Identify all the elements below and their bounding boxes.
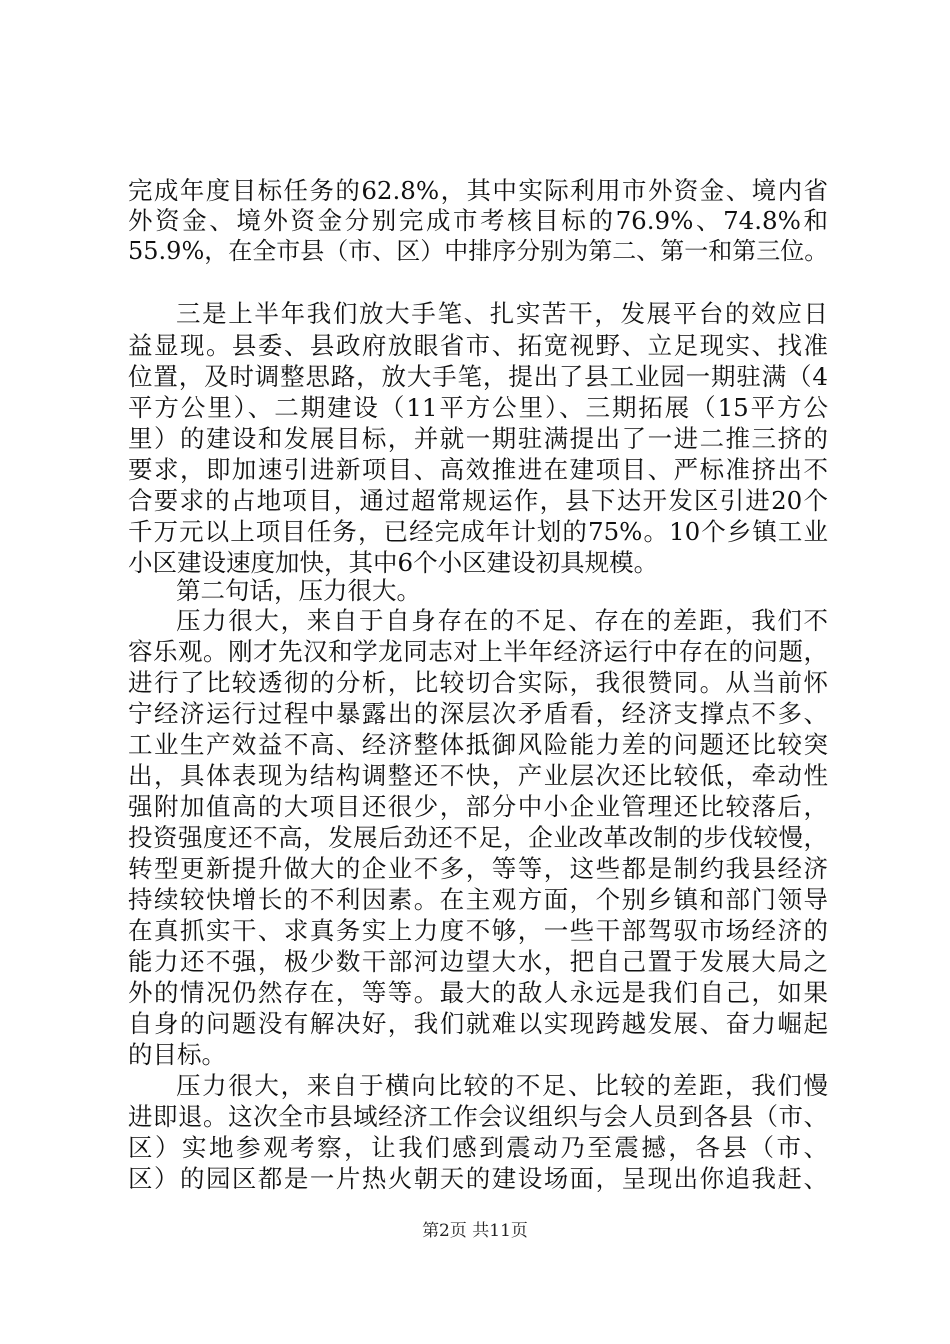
paragraph-line: 区）的园区都是一片热火朝天的建设场面，呈现出你追我赶、 [128,1164,828,1193]
paragraph-line: 合要求的占地项目，通过超常规运作，县下达开发区引进20个 [128,486,828,515]
paragraph-line: 小区建设速度加快，其中6个小区建设初具规模。 [128,548,659,577]
paragraph-line: 自身的问题没有解决好，我们就难以实现跨越发展、奋力崛起 [128,1009,828,1038]
section-heading: 第二句话，压力很大。 [176,576,421,605]
paragraph-line: 55.9%，在全市县（市、区）中排序分别为第二、第一和第三位。 [128,237,829,265]
paragraph-line: 能力还不强，极少数干部河边望大水，把自己置于发展大局之 [128,947,828,976]
paragraph-line: 工业生产效益不高、经济整体抵御风险能力差的问题还比较突 [128,730,828,759]
paragraph-line: 投资强度还不高，发展后劲还不足，企业改革改制的步伐较慢， [128,823,828,852]
paragraph-line: 强附加值高的大项目还很少，部分中小企业管理还比较落后， [128,792,828,821]
paragraph-line: 里）的建设和发展目标，并就一期驻满提出了一进二推三挤的 [128,424,828,453]
paragraph-line: 位置，及时调整思路，放大手笔，提出了县工业园一期驻满（4 [128,362,828,391]
paragraph-line: 压力很大，来自于横向比较的不足、比较的差距，我们慢 [176,1071,828,1100]
paragraph-line: 出，具体表现为结构调整还不快，产业层次还比较低，牵动性 [128,761,828,790]
paragraph-line: 进行了比较透彻的分析，比较切合实际，我很赞同。从当前怀 [128,668,828,697]
paragraph-line: 完成年度目标任务的62.8%，其中实际利用市外资金、境内省 [128,176,828,205]
paragraph-line: 转型更新提升做大的企业不多，等等，这些都是制约我县经济 [128,854,828,883]
paragraph-line: 持续较快增长的不利因素。在主观方面，个别乡镇和部门领导 [128,885,828,914]
paragraph-line: 进即退。这次全市县域经济工作会议组织与会人员到各县（市、 [128,1102,828,1131]
paragraph-line: 平方公里）、二期建设（11平方公里）、三期拓展（15平方公 [128,393,828,422]
paragraph-line: 区）实地参观考察，让我们感到震动乃至震撼，各县（市、 [128,1133,828,1162]
paragraph-line: 压力很大，来自于自身存在的不足、存在的差距，我们不 [176,606,828,635]
paragraph-line: 宁经济运行过程中暴露出的深层次矛盾看，经济支撑点不多、 [128,699,828,728]
paragraph-line: 益显现。县委、县政府放眼省市、拓宽视野、立足现实、找准 [128,331,828,360]
paragraph-line: 的目标。 [128,1040,226,1069]
paragraph-line: 在真抓实干、求真务实上力度不够，一些干部驾驭市场经济的 [128,916,828,945]
page-number-footer: 第2页 共11页 [422,1221,528,1241]
paragraph-line: 外资金、境外资金分别完成市考核目标的76.9%、74.8%和 [128,206,828,235]
paragraph-line: 千万元以上项目任务，已经完成年计划的75%。10个乡镇工业 [128,517,828,546]
paragraph-line: 外的情况仍然存在，等等。最大的敌人永远是我们自己，如果 [128,978,828,1007]
paragraph-line: 容乐观。刚才先汉和学龙同志对上半年经济运行中存在的问题， [128,637,828,666]
paragraph-line: 要求，即加速引进新项目、高效推进在建项目、严标准挤出不 [128,455,828,484]
paragraph-line: 三是上半年我们放大手笔、扎实苦干，发展平台的效应日 [176,299,828,328]
